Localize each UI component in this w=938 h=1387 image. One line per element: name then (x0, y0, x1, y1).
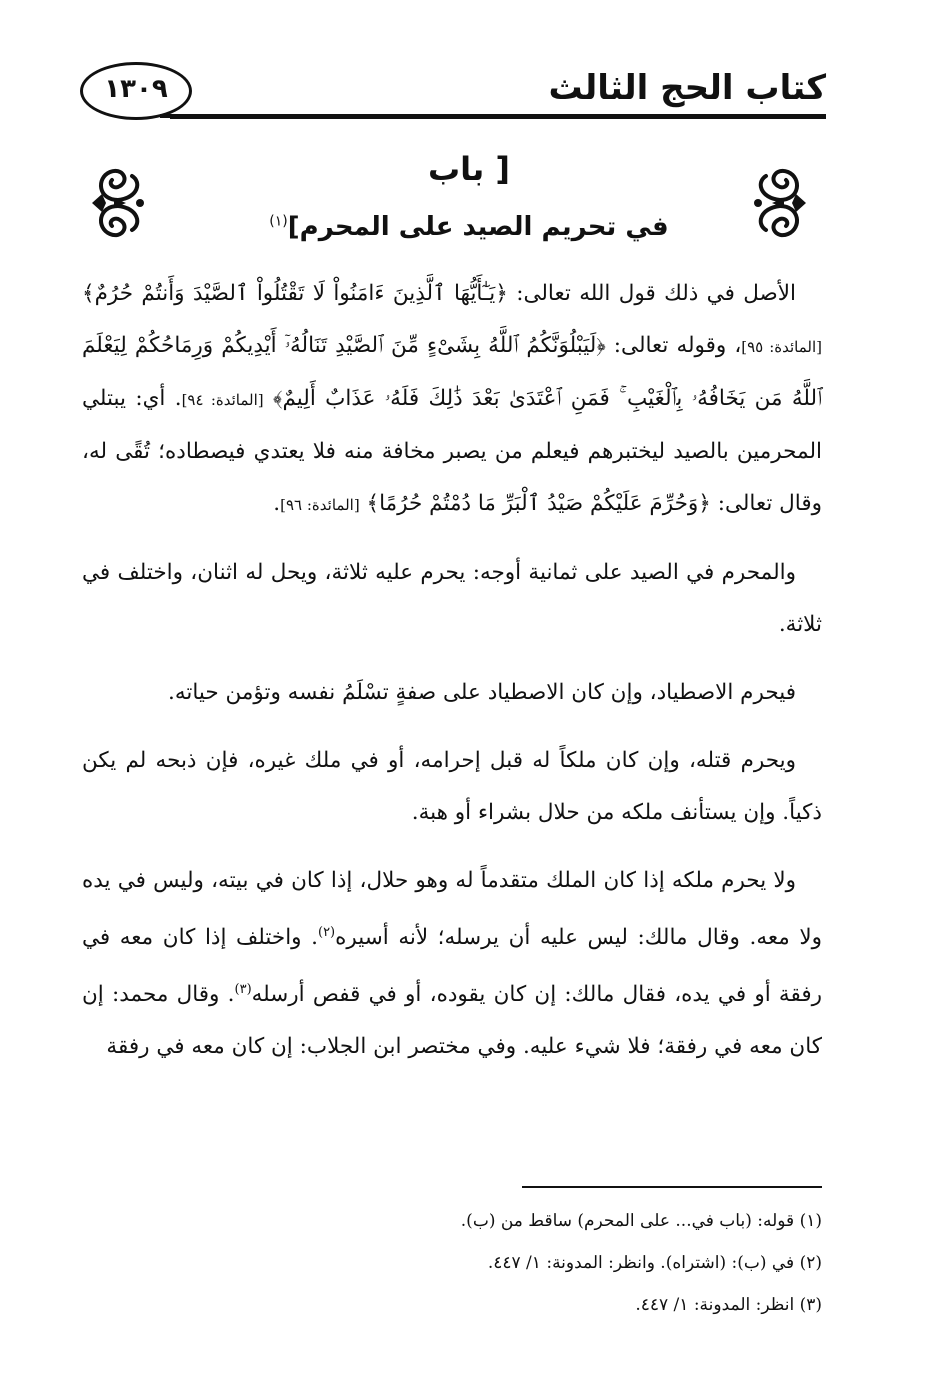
text-run: . وقال محمد: إن كان معه في رفقة؛ فلا شيء عليه. وفي مختصر ابن الجلاب: إن كان معه في رفقة (82, 982, 822, 1060)
book-title: كتاب الحج الثالث (548, 68, 826, 108)
chapter-subtitle-text: في تحريم الصيد على المحرم] (287, 212, 669, 242)
page-number-frame (80, 62, 192, 120)
paragraph: فيحرم الاصطياد، وإن كان الاصطياد على صفةٍ تسْلَمُ نفسه وتؤمن حياته. (167, 680, 796, 705)
footnotes (82, 1200, 822, 1326)
text-run: . أي: يبتلي المحرمين بالصيد ليختبرهم فيعلم من يصبر مخافة منه فلا يعتدي فيصطاده؛ تُقًى له، وقال تعالى: ﴿وَحُرِّمَ عَلَيْكُمْ صَيْدُ ٱلْبَرِّ مَا دُمْتُمْ حُرُمًا﴾ (82, 386, 822, 516)
paragraph (82, 268, 822, 531)
main-text (82, 268, 822, 1089)
chapter-title: [ باب (428, 150, 510, 188)
paragraph: ويحرم قتله، وإن كان ملكاً له قبل إحرامه، أو في ملك غيره، فإن ذبحه لم يكن ذكياً. وإن يستأنف ملكه من حلال بشراء أو هبة. (82, 748, 822, 825)
footnote: (١) قوله: (باب في... على المحرم) ساقط من (ب). (460, 1211, 822, 1231)
paragraph (82, 855, 822, 1073)
text-run: الأصل في ذلك قول الله تعالى: ﴿يَـٰٓأَيُّهَا ٱلَّذِينَ ءَامَنُواْ لَا تَقْتُلُواْ ٱلصَّيْدَ وَأَنتُمْ حُرُمٌ﴾ (82, 281, 796, 306)
text-run: ولا يحرم ملكه إذا كان الملك متقدماً له وهو حلال، إذا كان في بيته، وليس في يده ولا معه. وقال مالك: ليس عليه أن يرسله؛ لأنه أسيره (82, 868, 822, 951)
header-rule-tail (160, 114, 180, 118)
footnote: (٢) في (ب): (اشتراه). وانظر: المدونة: ١/ ٤٤٧. (487, 1253, 822, 1273)
verse-reference: [المائدة: ٩٤] (181, 391, 264, 409)
footnote-marker: (١) (269, 213, 288, 230)
text-run: ، وقوله تعالى: ﴿لَيَبْلُوَنَّكُمُ ٱللَّهُ بِشَىْءٍ مِّنَ ٱلصَّيْدِ تَنَالُهُۥٓ أَيْدِيكُمْ وَرِمَاحُكُمْ لِيَعْلَمَ ٱللَّهُ مَن يَخَافُهُۥ بِٱلْغَيْبِ ۚ فَمَنِ ٱعْتَدَىٰ بَعْدَ ذَٰلِكَ فَلَهُۥ عَذَابٌ أَلِيمٌ﴾ (82, 333, 823, 411)
footnote-separator (522, 1186, 822, 1188)
footnote-marker: (٣) (234, 982, 252, 998)
verse-reference: [المائدة: ٩٥] (741, 338, 823, 356)
text-run: . (273, 491, 281, 516)
page-number: ١٣٠٩ (104, 74, 168, 104)
paragraph: والمحرم في الصيد على ثمانية أوجه: يحرم عليه ثلاثة، ويحل له اثنان، واختلف في ثلاثة. (82, 560, 822, 637)
verse-reference: [المائدة: ٩٦] (280, 496, 360, 514)
chapter-subtitle (0, 212, 938, 242)
footnote: (٣) انظر: المدونة: ١/ ٤٤٧. (635, 1295, 822, 1315)
text-run: . واختلف إذا كان معه في رفقة أو في يده، فقال مالك: إن كان يقوده، أو في قفص أرسله (82, 925, 822, 1008)
header-rule (170, 114, 826, 119)
footnote-marker: (٢) (317, 925, 336, 940)
